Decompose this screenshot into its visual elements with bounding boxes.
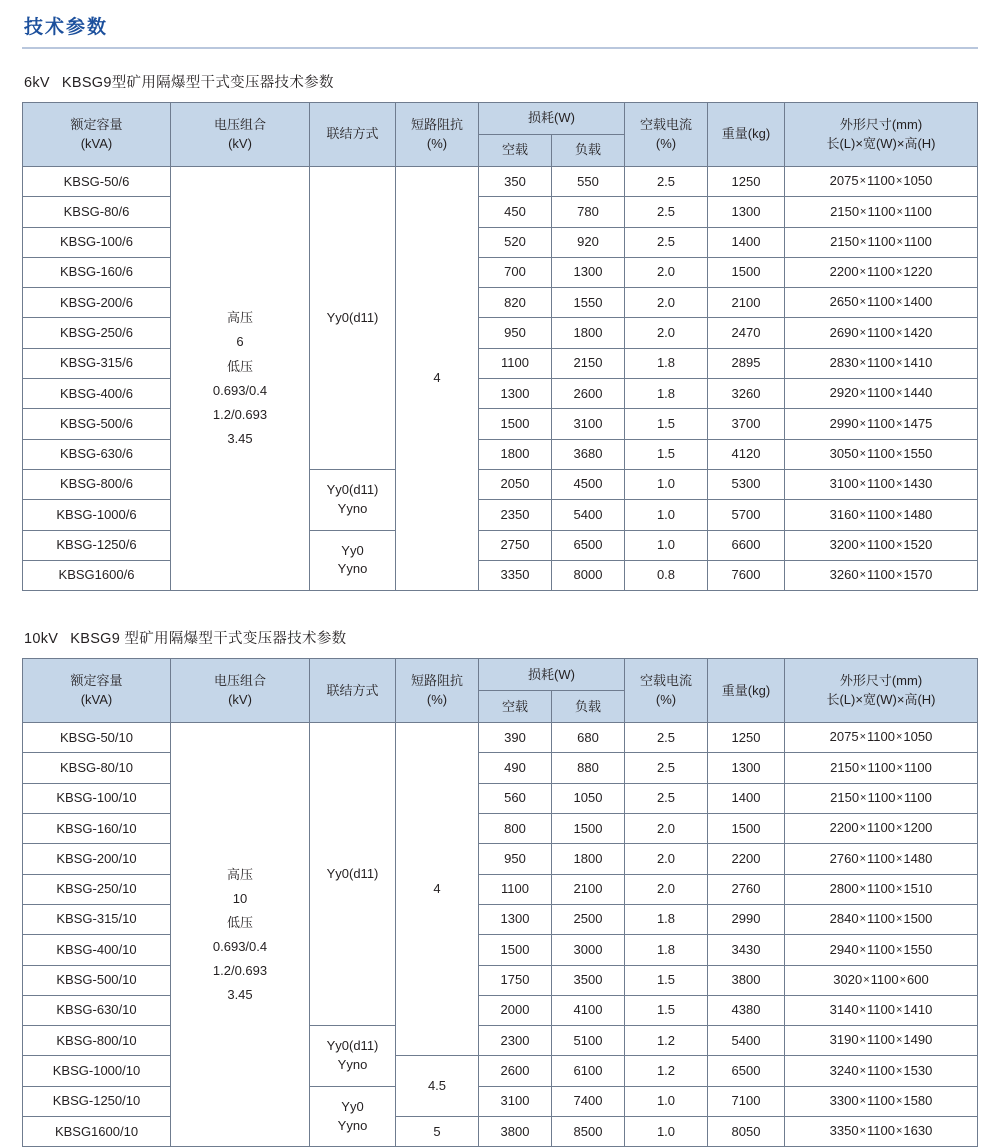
cell-loss-load: 6100 [552,1056,625,1086]
voltage-line: 1.2/0.693 [212,406,268,422]
cell-rated-capacity: KBSG-315/10 [23,904,171,934]
table-row [23,409,978,439]
cell-noload-current: 1.0 [625,530,708,560]
cell-loss-noload: 950 [479,318,552,348]
cell-loss-noload: 1100 [479,874,552,904]
header-loss-group: 损耗(W) [479,103,625,135]
cell-noload-current: 1.0 [625,1086,708,1116]
cell-weight: 6500 [708,1056,785,1086]
cell-weight: 1400 [708,227,785,257]
cell-loss-noload: 1300 [479,904,552,934]
cell-noload-current: 1.8 [625,348,708,378]
cell-rated-capacity: KBSG-1250/6 [23,530,171,560]
header-connection: 联结方式 [310,103,396,167]
connection-line: Yyno [337,500,368,516]
cell-loss-noload: 560 [479,783,552,813]
table-row [23,783,978,813]
table-row [23,500,978,530]
cell-weight: 3260 [708,379,785,409]
cell-loss-load: 1550 [552,288,625,318]
table-row [23,1117,978,1147]
cell-loss-noload: 1500 [479,935,552,965]
header-noload-current: 空载电流 (%) [625,103,708,167]
cell-dimensions: 2150×1100×1100 [785,783,978,813]
cell-loss-noload: 520 [479,227,552,257]
header-weight: 重量(kg) [708,659,785,723]
cell-weight: 4120 [708,439,785,469]
cell-loss-noload: 2750 [479,530,552,560]
table-row [23,723,978,753]
cell-dimensions: 3200×1100×1520 [785,530,978,560]
cell-dimensions: 3190×1100×1490 [785,1026,978,1056]
cell-loss-noload: 2350 [479,500,552,530]
cell-noload-current: 2.5 [625,167,708,197]
voltage-line: 高压 [226,310,253,326]
cell-noload-current: 2.0 [625,318,708,348]
cell-loss-load: 1050 [552,783,625,813]
cell-loss-load: 3000 [552,935,625,965]
cell-dimensions: 2200×1100×1220 [785,257,978,287]
cell-weight: 3700 [708,409,785,439]
cell-weight: 2470 [708,318,785,348]
cell-voltage-combination [171,167,310,591]
cell-loss-noload: 1750 [479,965,552,995]
cell-weight: 2895 [708,348,785,378]
header-voltage-combination: 电压组合 (kV) [171,659,310,723]
sections-container [22,71,978,1147]
table-row [23,439,978,469]
table-row [23,874,978,904]
cell-dimensions: 3160×1100×1480 [785,500,978,530]
cell-rated-capacity: KBSG-1250/10 [23,1086,171,1116]
cell-loss-load: 2500 [552,904,625,934]
cell-loss-load: 680 [552,723,625,753]
voltage-line: 0.693/0.4 [212,938,268,954]
table-row [23,995,978,1025]
header-loss-noload: 空载 [479,691,552,723]
cell-noload-current: 1.8 [625,379,708,409]
cell-weight: 3430 [708,935,785,965]
cell-impedance: 4 [396,167,479,591]
cell-loss-load: 2150 [552,348,625,378]
cell-loss-noload: 950 [479,844,552,874]
cell-dimensions: 3020×1100×600 [785,965,978,995]
cell-loss-load: 2600 [552,379,625,409]
table-row [23,197,978,227]
connection-line: Yy0 [341,542,364,558]
header-rated-capacity: 额定容量 (kVA) [23,103,171,167]
cell-dimensions: 2150×1100×1100 [785,197,978,227]
table-row [23,965,978,995]
header-impedance: 短路阻抗 (%) [396,659,479,723]
cell-dimensions: 3260×1100×1570 [785,560,978,590]
cell-connection [310,1026,396,1087]
cell-weight: 5700 [708,500,785,530]
cell-noload-current: 2.5 [625,753,708,783]
cell-dimensions: 3100×1100×1430 [785,469,978,499]
header-voltage-combination: 电压组合 (kV) [171,103,310,167]
cell-noload-current: 1.0 [625,1117,708,1147]
voltage-line: 0.693/0.4 [212,382,268,398]
table-row [23,1086,978,1116]
header-loss-group: 损耗(W) [479,659,625,691]
cell-loss-noload: 2050 [479,469,552,499]
cell-weight: 5300 [708,469,785,499]
cell-loss-noload: 700 [479,257,552,287]
cell-loss-load: 780 [552,197,625,227]
header-loss-load: 负载 [552,135,625,167]
spec-section [22,71,978,591]
cell-dimensions: 2830×1100×1410 [785,348,978,378]
cell-rated-capacity: KBSG-500/6 [23,409,171,439]
table-row [23,935,978,965]
table-row [23,288,978,318]
section-heading-text: KBSG9 型矿用隔爆型干式变压器技术参数 [70,631,347,648]
table-row [23,844,978,874]
cell-rated-capacity: KBSG-400/6 [23,379,171,409]
connection-line: Yyno [337,1117,368,1133]
cell-noload-current: 0.8 [625,560,708,590]
cell-weight: 1500 [708,257,785,287]
table-row [23,1026,978,1056]
cell-connection [310,167,396,470]
table-row [23,167,978,197]
cell-connection [310,530,396,591]
cell-noload-current: 1.8 [625,935,708,965]
cell-rated-capacity: KBSG-50/10 [23,723,171,753]
cell-dimensions: 2075×1100×1050 [785,167,978,197]
cell-weight: 2760 [708,874,785,904]
cell-weight: 2200 [708,844,785,874]
cell-noload-current: 1.8 [625,904,708,934]
voltage-line: 6 [236,334,244,350]
cell-dimensions: 2150×1100×1100 [785,227,978,257]
cell-weight: 7600 [708,560,785,590]
table-row [23,348,978,378]
cell-noload-current: 2.0 [625,257,708,287]
table-row [23,227,978,257]
cell-weight: 5400 [708,1026,785,1056]
cell-impedance: 5 [396,1117,479,1147]
table-row [23,814,978,844]
cell-loss-noload: 390 [479,723,552,753]
cell-rated-capacity: KBSG-200/6 [23,288,171,318]
cell-dimensions: 2840×1100×1500 [785,904,978,934]
table-row [23,560,978,590]
spec-table [22,102,978,591]
cell-rated-capacity: KBSG-80/6 [23,197,171,227]
cell-rated-capacity: KBSG-80/10 [23,753,171,783]
cell-weight: 7100 [708,1086,785,1116]
page-title: 技术参数 [24,17,109,38]
cell-weight: 2990 [708,904,785,934]
section-heading-voltage: 10kV [24,631,59,648]
connection-line: Yyno [337,1056,368,1072]
cell-loss-noload: 450 [479,197,552,227]
cell-connection [310,723,396,1026]
cell-dimensions: 2760×1100×1480 [785,844,978,874]
spec-table [22,658,978,1147]
cell-noload-current: 1.5 [625,995,708,1025]
header-row-1 [23,659,978,691]
cell-dimensions: 2940×1100×1550 [785,935,978,965]
cell-rated-capacity: KBSG-250/10 [23,874,171,904]
cell-rated-capacity: KBSG-630/10 [23,995,171,1025]
header-connection: 联结方式 [310,659,396,723]
cell-rated-capacity: KBSG-250/6 [23,318,171,348]
cell-loss-noload: 490 [479,753,552,783]
cell-loss-load: 2100 [552,874,625,904]
connection-line: Yyno [337,561,368,577]
cell-rated-capacity: KBSG-315/6 [23,348,171,378]
cell-dimensions: 3300×1100×1580 [785,1086,978,1116]
cell-rated-capacity: KBSG-800/10 [23,1026,171,1056]
section-heading-voltage: 6kV [24,75,50,91]
cell-loss-noload: 800 [479,814,552,844]
voltage-line: 3.45 [227,986,253,1002]
cell-noload-current: 2.0 [625,288,708,318]
cell-loss-load: 1500 [552,814,625,844]
cell-rated-capacity: KBSG-630/6 [23,439,171,469]
table-row [23,530,978,560]
header-loss-load: 负载 [552,691,625,723]
cell-dimensions: 2920×1100×1440 [785,379,978,409]
cell-noload-current: 2.0 [625,844,708,874]
cell-noload-current: 1.2 [625,1026,708,1056]
connection-line: Yy0(d11) [326,865,379,881]
cell-weight: 8050 [708,1117,785,1147]
table-row [23,257,978,287]
cell-noload-current: 2.5 [625,723,708,753]
cell-rated-capacity: KBSG-1000/10 [23,1056,171,1086]
cell-rated-capacity: KBSG-400/10 [23,935,171,965]
cell-weight: 1400 [708,783,785,813]
cell-loss-noload: 1100 [479,348,552,378]
cell-loss-load: 4500 [552,469,625,499]
cell-loss-noload: 350 [479,167,552,197]
header-loss-noload: 空载 [479,135,552,167]
cell-rated-capacity: KBSG-200/10 [23,844,171,874]
cell-loss-noload: 2000 [479,995,552,1025]
cell-noload-current: 2.5 [625,783,708,813]
cell-dimensions: 2650×1100×1400 [785,288,978,318]
cell-loss-load: 7400 [552,1086,625,1116]
voltage-line: 低压 [226,358,253,374]
table-row [23,904,978,934]
table-header [23,103,978,167]
cell-noload-current: 2.5 [625,227,708,257]
cell-loss-load: 3100 [552,409,625,439]
cell-rated-capacity: KBSG-1000/6 [23,500,171,530]
cell-rated-capacity: KBSG-160/6 [23,257,171,287]
cell-dimensions: 2075×1100×1050 [785,723,978,753]
cell-rated-capacity: KBSG-160/10 [23,814,171,844]
cell-loss-load: 1800 [552,844,625,874]
cell-impedance: 4.5 [396,1056,479,1117]
cell-loss-noload: 3100 [479,1086,552,1116]
cell-weight: 1250 [708,723,785,753]
cell-impedance: 4 [396,723,479,1056]
cell-rated-capacity: KBSG-50/6 [23,167,171,197]
header-dimensions: 外形尺寸(mm) 长(L)×宽(W)×高(H) [785,103,978,167]
cell-loss-noload: 1800 [479,439,552,469]
cell-loss-load: 1300 [552,257,625,287]
cell-loss-noload: 1300 [479,379,552,409]
table-body [23,167,978,591]
cell-noload-current: 1.5 [625,965,708,995]
title-divider [22,47,978,49]
header-dimensions: 外形尺寸(mm) 长(L)×宽(W)×高(H) [785,659,978,723]
cell-loss-load: 3500 [552,965,625,995]
cell-dimensions: 2690×1100×1420 [785,318,978,348]
header-weight: 重量(kg) [708,103,785,167]
cell-weight: 2100 [708,288,785,318]
cell-loss-noload: 2600 [479,1056,552,1086]
cell-weight: 1300 [708,753,785,783]
cell-dimensions: 2800×1100×1510 [785,874,978,904]
cell-dimensions: 2200×1100×1200 [785,814,978,844]
cell-weight: 1500 [708,814,785,844]
header-impedance: 短路阻抗 (%) [396,103,479,167]
cell-weight: 1300 [708,197,785,227]
cell-loss-noload: 3350 [479,560,552,590]
voltage-line: 1.2/0.693 [212,962,268,978]
cell-dimensions: 3050×1100×1550 [785,439,978,469]
cell-loss-load: 4100 [552,995,625,1025]
voltage-line: 低压 [226,914,253,930]
voltage-line: 3.45 [227,430,253,446]
cell-weight: 6600 [708,530,785,560]
cell-loss-load: 5400 [552,500,625,530]
cell-rated-capacity: KBSG1600/6 [23,560,171,590]
cell-rated-capacity: KBSG-100/6 [23,227,171,257]
table-row [23,753,978,783]
table-row [23,469,978,499]
cell-loss-load: 880 [552,753,625,783]
voltage-line: 高压 [226,866,253,882]
table-header [23,659,978,723]
cell-loss-load: 1800 [552,318,625,348]
connection-line: Yy0(d11) [326,309,379,325]
cell-noload-current: 1.2 [625,1056,708,1086]
cell-loss-load: 920 [552,227,625,257]
cell-dimensions: 3140×1100×1410 [785,995,978,1025]
cell-dimensions: 3240×1100×1530 [785,1056,978,1086]
connection-line: Yy0(d11) [326,1038,379,1054]
cell-connection [310,469,396,530]
table-row [23,318,978,348]
cell-rated-capacity: KBSG-500/10 [23,965,171,995]
header-noload-current: 空载电流 (%) [625,659,708,723]
cell-dimensions: 2990×1100×1475 [785,409,978,439]
spec-section [22,627,978,1147]
cell-noload-current: 1.0 [625,469,708,499]
cell-loss-load: 550 [552,167,625,197]
section-heading [24,627,978,648]
cell-dimensions: 2150×1100×1100 [785,753,978,783]
cell-weight: 4380 [708,995,785,1025]
cell-loss-load: 5100 [552,1026,625,1056]
cell-weight: 1250 [708,167,785,197]
cell-noload-current: 1.5 [625,439,708,469]
cell-loss-load: 8500 [552,1117,625,1147]
cell-weight: 3800 [708,965,785,995]
cell-rated-capacity: KBSG1600/10 [23,1117,171,1147]
cell-dimensions: 3350×1100×1630 [785,1117,978,1147]
cell-loss-noload: 2300 [479,1026,552,1056]
cell-voltage-combination [171,723,310,1147]
header-rated-capacity: 额定容量 (kVA) [23,659,171,723]
cell-noload-current: 2.5 [625,197,708,227]
cell-loss-load: 6500 [552,530,625,560]
cell-rated-capacity: KBSG-100/10 [23,783,171,813]
cell-noload-current: 2.0 [625,814,708,844]
cell-loss-noload: 1500 [479,409,552,439]
cell-rated-capacity: KBSG-800/6 [23,469,171,499]
section-heading-text: KBSG9型矿用隔爆型干式变压器技术参数 [61,75,334,91]
connection-line: Yy0 [341,1098,364,1114]
cell-connection [310,1086,396,1147]
header-row-1 [23,103,978,135]
connection-line: Yy0(d11) [326,481,379,497]
cell-noload-current: 1.0 [625,500,708,530]
cell-loss-noload: 820 [479,288,552,318]
table-row [23,379,978,409]
cell-noload-current: 2.0 [625,874,708,904]
cell-noload-current: 1.5 [625,409,708,439]
cell-loss-noload: 3800 [479,1117,552,1147]
voltage-line: 10 [232,890,248,906]
cell-loss-load: 3680 [552,439,625,469]
table-body [23,723,978,1147]
table-row [23,1056,978,1086]
cell-loss-load: 8000 [552,560,625,590]
section-heading [24,71,978,92]
